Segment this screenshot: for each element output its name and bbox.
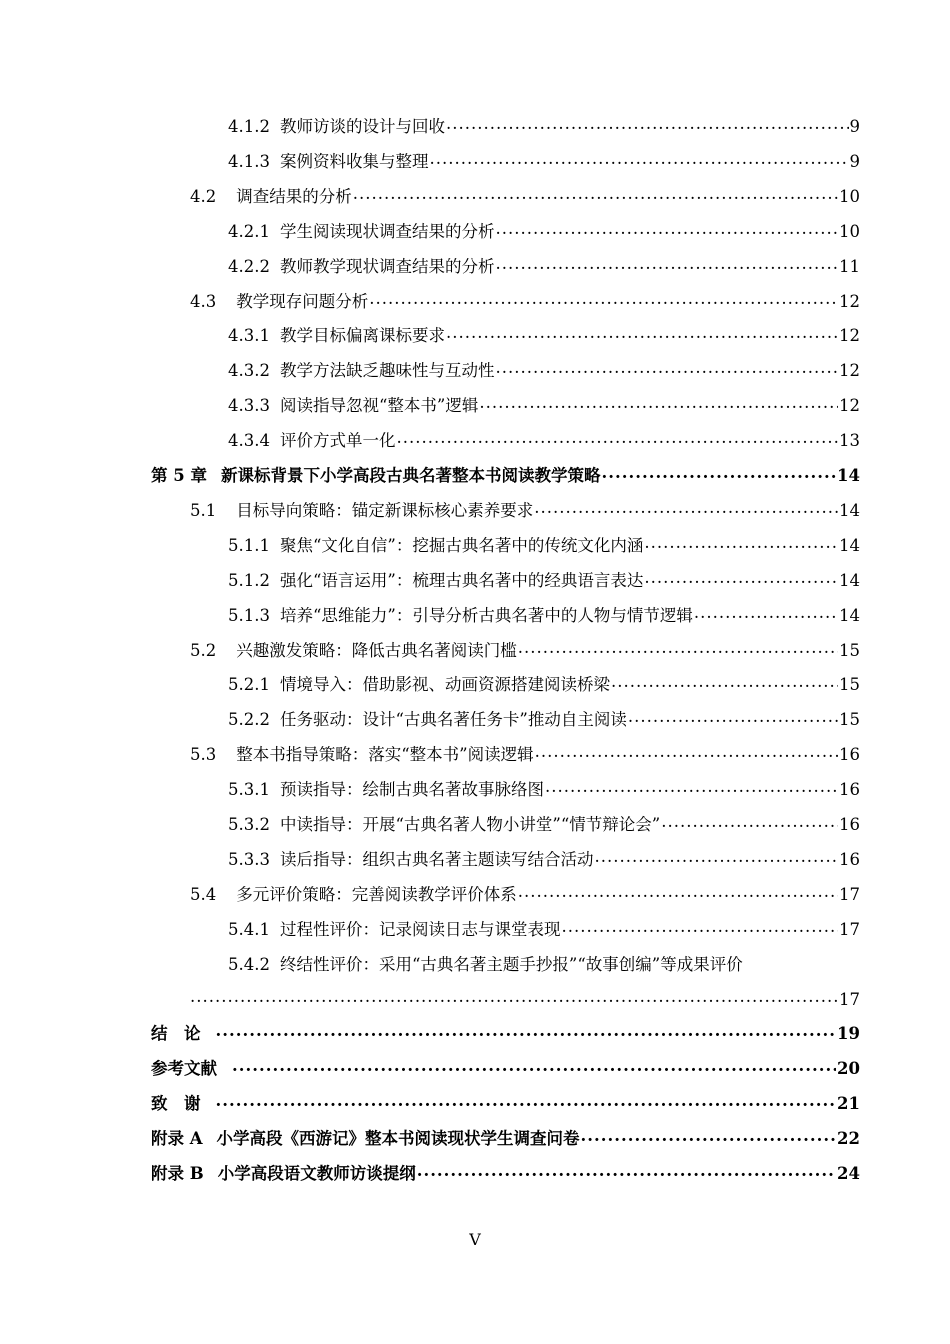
toc-entry-text: 预读指导：绘制古典名著故事脉络图 [279,780,544,800]
toc-entry-number: 附录 A [151,1129,203,1149]
toc-entry-title [151,465,600,487]
toc-entry-number: 5.3 [190,745,217,765]
toc-entry[interactable] [228,143,860,173]
toc-entry[interactable] [190,632,860,662]
toc-dot-leader [545,776,838,798]
toc-entry-title [151,1163,416,1185]
toc-entry-number: 4.2.2 [228,256,270,276]
toc-entry-page: 17 [839,919,860,939]
toc-entry-text: 小学高段语文教师访谈提纲 [217,1164,416,1183]
toc-entry-page: 10 [839,186,860,206]
toc-entry-page: 14 [839,535,860,555]
toc-entry[interactable] [228,597,860,627]
toc-entry-number: 4.3.2 [228,361,270,381]
toc-entry-page: 21 [837,1094,860,1114]
toc-entry-text: 教学目标偏离课标要求 [279,326,445,346]
toc-entry-text: 阅读指导忽视“整本书”逻辑 [279,396,479,416]
toc-entry-page: 12 [839,396,860,416]
toc-entry-number: 参考文献 [151,1059,217,1079]
toc-dot-leader [353,183,838,205]
toc-entry-page: 20 [837,1059,860,1079]
toc-entry-page: 14 [839,605,860,625]
toc-entry-title [228,325,445,347]
toc-entry-number: 5.3.2 [228,815,270,834]
toc-entry-text: 情境导入：借助影视、动画资源搭建阅读桥梁 [279,675,610,695]
toc-entry[interactable] [190,283,860,313]
toc-entry-page: 22 [837,1129,860,1149]
toc-entry-number: 4.2.1 [228,221,270,241]
toc-entry[interactable] [228,666,860,696]
toc-entry[interactable] [190,736,860,766]
toc-entry-page: 16 [839,745,860,765]
toc-dot-leader [396,427,838,449]
toc-entry-title [228,709,627,731]
toc-entry-text: 新课标背景下小学高段古典名著整本书阅读教学策略 [220,466,601,485]
toc-entry-title [228,360,494,382]
toc-entry-text: 调查结果的分析 [236,186,352,206]
toc-entry-text: 读后指导：组织古典名著主题读写结合活动 [279,849,594,869]
toc-entry[interactable] [151,1155,860,1185]
toc-entry-text: 多元评价策略：完善阅读教学评价体系 [236,884,517,904]
toc-entry-text: 评价方式单一化 [279,431,396,451]
toc-entry-title [228,674,610,696]
toc-entry[interactable] [228,422,860,452]
toc-entry-title [228,779,544,801]
toc-dot-leader [479,392,838,414]
toc-entry-number: 第 5 章 [151,466,207,485]
toc-entry-title [228,954,743,976]
toc-entry-page: 9 [849,117,860,136]
toc-entry-number: 结 论 [151,1024,201,1044]
toc-entry-title [228,395,478,417]
toc-entry-title [190,186,352,208]
toc-entry[interactable] [151,457,860,487]
toc-entry[interactable] [190,178,860,208]
toc-entry-text: 教师教学现状调查结果的分析 [279,256,495,276]
toc-dot-leader [594,846,838,868]
toc-entry-page: 11 [839,256,860,276]
toc-entry[interactable] [190,876,860,906]
toc-entry-page: 12 [839,291,860,311]
toc-entry-number: 5.2.1 [228,675,270,695]
toc-entry-text: 聚焦“文化自信”：挖掘古典名著中的传统文化内涵 [279,535,644,555]
toc-entry-number: 5.1.2 [228,570,270,590]
toc-entry-title [228,116,445,138]
toc-dot-leader [518,881,838,903]
toc-dot-leader [495,253,838,275]
toc-entry-title [228,221,494,243]
toc-entry-wrapped-continuation [190,981,860,1011]
toc-dot-leader [694,602,838,624]
toc-dot-leader [216,1020,837,1042]
toc-dot-leader [495,218,838,240]
toc-dot-leader [644,567,838,589]
toc-entry[interactable] [228,562,860,592]
toc-entry[interactable] [228,806,860,836]
toc-entry-text: 任务驱动：设计“古典名著任务卡”推动自主阅读 [279,710,627,730]
toc-entry-title [228,151,428,173]
toc-entry-text: 兴趣激发策略：降低古典名著阅读门槛 [236,640,517,660]
toc-entry-page: 19 [837,1024,860,1044]
toc-dot-leader [369,288,838,310]
toc-entry[interactable] [228,213,860,243]
toc-entry-title [151,1023,215,1045]
toc-entry-title [228,570,643,592]
toc-entry[interactable] [228,108,860,138]
toc-entry-title [228,605,693,627]
toc-entry-text: 目标导向策略：锚定新课标核心素养要求 [236,500,534,520]
toc-entry-page: 15 [839,675,860,695]
toc-entry-number: 5.4 [190,884,217,904]
toc-entry-number: 附录 B [151,1164,204,1183]
toc-entry-title [228,814,660,836]
toc-entry-number: 5.4.1 [228,919,270,939]
toc-entry-page: 12 [839,361,860,381]
page-number-footer: V [469,1230,481,1249]
toc-entry-title [151,1058,231,1080]
toc-entry[interactable] [151,1085,860,1115]
toc-entry-text: 整本书指导策略：落实“整本书”阅读逻辑 [236,745,534,765]
toc-dot-leader [417,1160,836,1182]
toc-entry-number: 5.4.2 [228,954,270,974]
toc-dot-leader [535,741,838,763]
toc-dot-leader [561,916,838,938]
toc-dot-leader [601,462,836,484]
toc-entry-title [190,884,517,906]
toc-entry-page: 9 [849,151,860,171]
toc-entry[interactable] [190,492,860,522]
toc-entry-page: 24 [837,1164,860,1183]
toc-entry-text: 教学方法缺乏趣味性与互动性 [279,361,495,381]
toc-entry-title [228,919,560,941]
toc-entry-title [228,849,593,871]
toc-entry-number: 致 谢 [151,1094,201,1114]
toc-dot-leader [232,1055,836,1077]
toc-entry[interactable] [228,527,860,557]
toc-entry-wrapped[interactable] [228,946,860,976]
toc-entry-number: 4.3.1 [228,326,270,346]
toc-entry-text: 案例资料收集与整理 [279,151,429,171]
toc-dot-leader [644,532,838,554]
toc-entry-number: 5.2.2 [228,710,270,730]
toc-entry[interactable] [228,911,860,941]
toc-entry[interactable] [228,701,860,731]
toc-entry-number: 4.3.4 [228,431,270,451]
toc-entry-text: 教师访谈的设计与回收 [279,117,445,136]
toc-entry-page: 14 [839,500,860,520]
toc-entry-text: 学生阅读现状调查结果的分析 [279,221,495,241]
toc-entry-page: 16 [839,815,860,834]
toc-entry-text: 培养“思维能力”：引导分析古典名著中的人物与情节逻辑 [279,605,693,625]
toc-entry-page: 17 [839,884,860,904]
toc-dot-leader [628,706,838,728]
toc-entry-title [151,1093,215,1115]
toc-entry[interactable] [151,1015,860,1045]
toc-entry-number: 4.3.3 [228,396,270,416]
toc-entry-page: 12 [839,326,860,346]
toc-dot-leader [534,497,838,519]
toc-entry-text: 过程性评价：记录阅读日志与课堂表现 [279,919,561,939]
toc-entry-title [228,430,395,452]
toc-entry-page: 15 [839,710,860,730]
toc-entry-text: 教学现存问题分析 [236,291,369,311]
toc-entry-page: 10 [839,221,860,241]
toc-dot-leader [495,357,838,379]
toc-entry-text: 强化“语言运用”：梳理古典名著中的经典语言表达 [279,570,644,590]
toc-entry[interactable] [228,771,860,801]
toc-entry-text: 终结性评价：采用“古典名著主题手抄报”“故事创编”等成果评价 [279,954,743,974]
toc-dot-leader [518,637,838,659]
toc-dot-leader [429,148,848,170]
toc-entry-title [190,291,368,313]
toc-entry[interactable] [228,352,860,382]
toc-entry[interactable] [228,317,860,347]
toc-dot-leader [190,986,838,1008]
toc-entry-title [190,640,517,662]
toc-entry-number: 4.1.2 [228,117,270,136]
toc-entry-number: 5.1.1 [228,535,270,555]
toc-entry-number: 4.2 [190,186,217,206]
toc-entry-page: 13 [839,431,860,451]
toc-dot-leader [611,671,838,693]
toc-dot-leader [216,1090,837,1112]
toc-entry-title [151,1128,580,1150]
toc-entry-number: 5.1.3 [228,605,270,625]
toc-entry-page: 14 [837,466,860,485]
toc-entry-number: 5.1 [190,500,217,520]
toc-dot-leader [581,1125,836,1147]
toc-entry-number: 4.1.3 [228,151,270,171]
toc-dot-leader [446,322,838,344]
toc-dot-leader [661,811,838,833]
toc-entry-number: 4.3 [190,291,217,311]
toc-entry-page: 17 [839,989,860,1009]
toc-entry-title [228,535,643,557]
toc-entry-number: 5.2 [190,640,217,660]
toc-entry-page: 14 [839,570,860,590]
toc-entry[interactable] [228,248,860,278]
toc-dot-leader [446,113,849,135]
toc-entry[interactable] [228,387,860,417]
toc-entry[interactable] [151,1120,860,1150]
toc-entry-page: 16 [839,849,860,869]
toc-entry[interactable] [151,1050,860,1080]
toc-entry-number: 5.3.3 [228,849,270,869]
toc-entry-text: 中读指导：开展“古典名著人物小讲堂”“情节辩论会” [279,815,661,834]
toc-entry-page: 15 [839,640,860,660]
toc-entry[interactable] [228,841,860,871]
toc-entry-title [190,744,534,766]
toc-entry-number: 5.3.1 [228,780,270,800]
toc-entry-text: 小学高段《西游记》整本书阅读现状学生调查问卷 [216,1129,580,1149]
toc-entry-page: 16 [839,780,860,800]
toc-entry-title [228,256,494,278]
toc-entry-title [190,500,533,522]
